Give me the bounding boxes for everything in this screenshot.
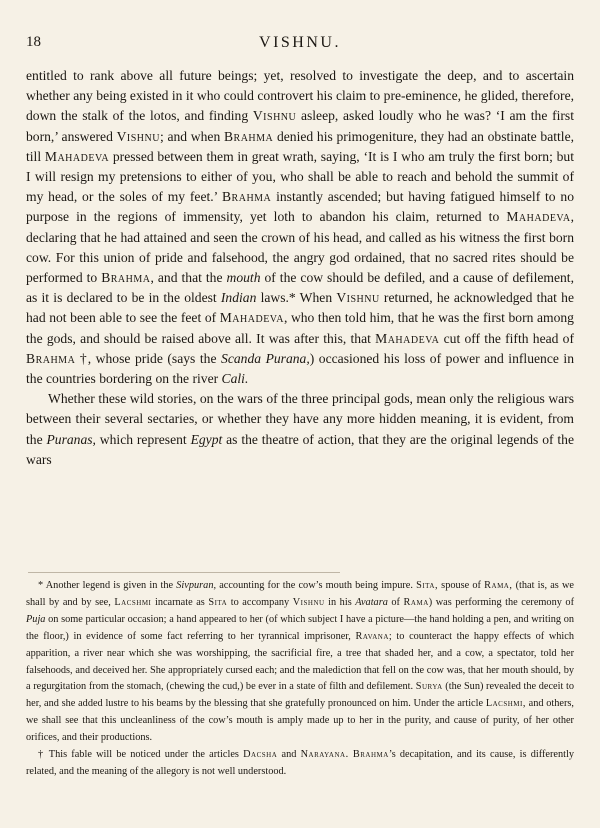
page-number: 18 (26, 34, 41, 50)
page-header (26, 34, 574, 58)
body-paragraph-1: entitled to rank above all future beings; yet, resolved to investigate the deep, and to ascertain whether any being existed in it who could controvert his claim to pre-eminence, he glided, therefore, down the stalk of the lotos, and finding Vishnu asleep, asked loudly who he was? ‘I am the first born,’ answered Vishnu; and when Brahma denied his primogeniture, they had an obstinate battle, till Mahadeva pressed between them in great wrath, saying, ‘It is I who am truly the first born; but I will resign my pretensions to either of you, who shall be able to reach and behold the summit of my head, or the soles of my feet.’ Brahma instantly ascended; but having fatigued himself to no purpose in the regions of immensity, yet loth to abandon his claim, returned to Mahadeva, declaring that he had attained and seen the crown of his head, and called as his witness the first born cow. For this union of pride and falsehood, the angry god ordained, that no sacred rites should be performed to Brahma, and that the mouth of the cow should be defiled, and a cause of defilement, as it is declared to be in the oldest Indian laws.* When Vishnu returned, he acknowledged that he had not been able to see the feet of Mahadeva, who then told him, that he was the first born among the gods, and should be raised above all. It was after this, that Mahadeva cut off the fifth head of Brahma †, whose pride (says the Scanda Purana,) occasioned his loss of power and influence in the countries bordering on the river Cali. (26, 68, 575, 387)
footnote-rule (28, 572, 340, 573)
running-head: VISHNU. (259, 34, 341, 51)
footnotes (26, 578, 574, 781)
footnote-1: * Another legend is given in the Sivpuran, accounting for the cow’s mouth being impure. Sita, spouse of Rama, (that is, as we shall by and by see, Lacshmi incarnate as Sita to accompany Vishnu in his Avatara of Rama) was performing the ceremony of Puja on some particular occasion; a hand appeared to her (of which subject I have a picture—the hand holding a pen, and writing on the floor,) in evidence of some fact referring to her tyrannical imprisoner, Ravana; to counteract the happy effects of which apparition, a river near which she was worshipping, the sacrificial fire, a tree that shaded her, and a cow, a spectator, told her falsehoods, and deceived her. She appropriately cursed each; and the malediction that fell on the cow was, that her mouth should, by a regurgitation from the stomach, (chewing the cud,) be ever in a state of filth and defilement. Surya (the Sun) revealed the deceit to her, and she added lustre to his beams by the blessing that she gratefully pronounced on him. Under the article Lacshmi, and others, we shall see that this uncleanliness of the cow’s mouth is amply made up to her in the purity, and cause of purity, of her other orifices, and their productions. (26, 580, 575, 744)
body-paragraph-2: Whether these wild stories, on the wars of the three principal gods, mean only the religious wars between their several sectaries, or whether they have any more hidden meaning, it is evident, from the Puranas, which represent Egypt as the theatre of action, that they are the original legends of the wars (26, 391, 574, 467)
body-text (26, 66, 574, 470)
footnote-2: † This fable will be noticed under the articles Dacsha and Narayana. Brahma’s decapitation, and its cause, is differently related, and the meaning of the allegory is not well understood. (26, 749, 574, 777)
